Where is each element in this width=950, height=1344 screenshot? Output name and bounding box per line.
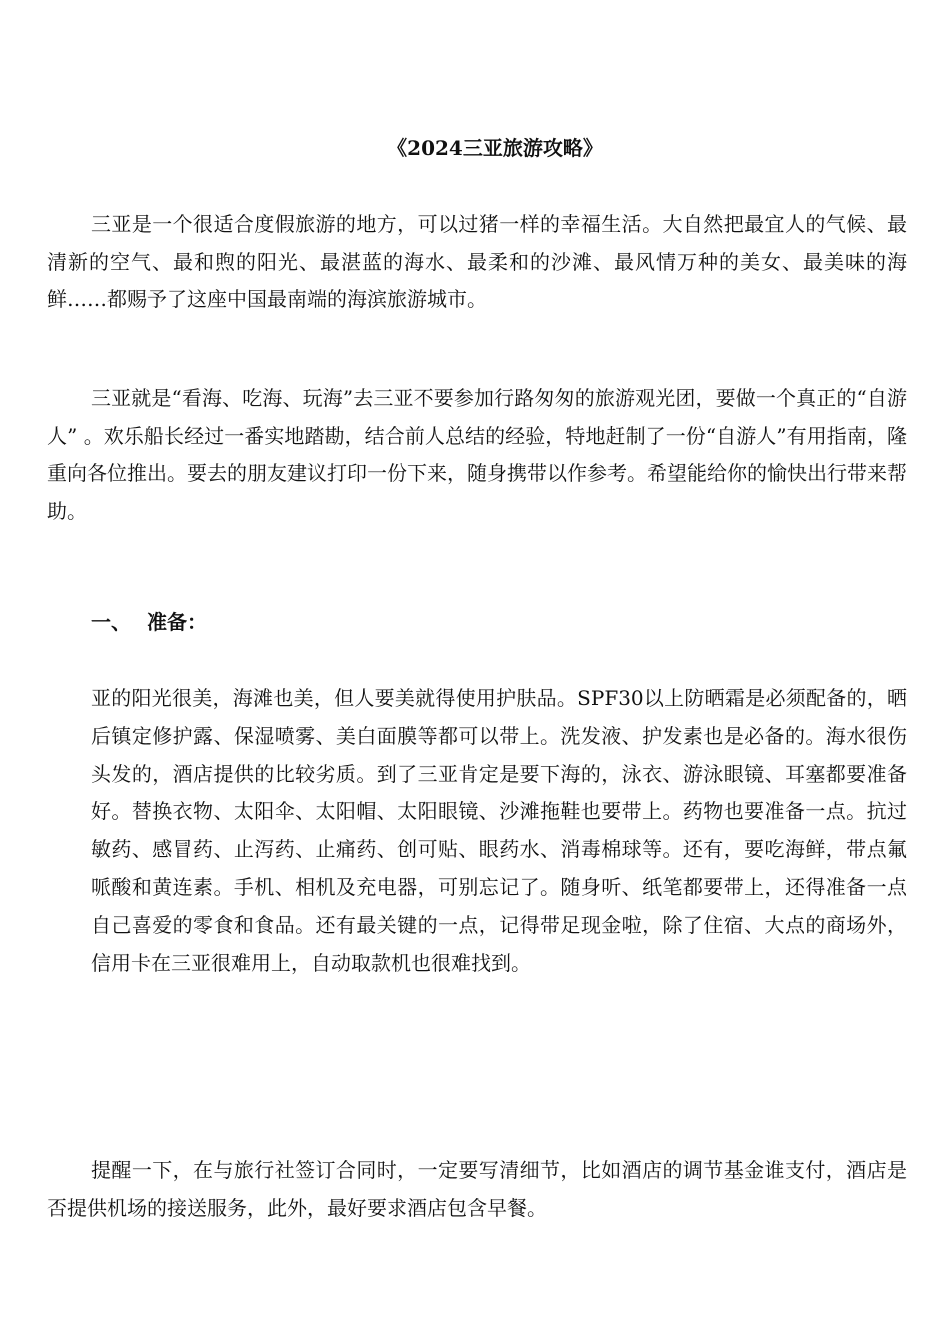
preparation-paragraph: 亚的阳光很美，海滩也美，但人要美就得使用护肤品。SPF30以上防晒霜是必须配备的，晒后镇定修护露、保湿喷雾、美白面膜等都可以带上。洗发液、护发素也是必备的。海水很伤头发的，酒店提供的比较劣质。到了三亚肯定是要下海的，泳衣、游泳眼镜、耳塞都要准备好。替换衣物、太阳伞、太阳帽、太阳眼镜、沙滩拖鞋也要带上。药物也要准备一点。抗过敏药、感冒药、止泻药、止痛药、创可贴、眼药水、消毒棉球等。还有，要吃海鲜，带点氟哌酸和黄连素。手机、相机及充电器，可别忘记了。随身听、纸笔都要带上，还得准备一点自己喜爱的零食和食品。还有最关键的一点，记得带足现金啦，除了住宿、大点的商场外，信用卡在三亚很难用上，自动取款机也很难找到。 [91, 686, 907, 975]
section-heading [91, 608, 207, 636]
section-number: 一、 [91, 610, 131, 634]
document-title: 《2024三亚旅游攻略》 [387, 136, 603, 160]
section-title: 准备： [147, 610, 207, 634]
intro-paragraph: 三亚是一个很适合度假旅游的地方，可以过猪一样的幸福生活。大自然把最宜人的气候、最清新的空气、最和煦的阳光、最湛蓝的海水、最柔和的沙滩、最风情万种的美女、最美味的海鲜……都赐予了这座中国最南端的海滨旅游城市。 [47, 212, 907, 311]
guide-paragraph: 三亚就是“看海、吃海、玩海”去三亚不要参加行路匆匆的旅游观光团，要做一个真正的“自游人” 。欢乐船长经过一番实地踏勘，结合前人总结的经验，特地赶制了一份“自游人”有用指南，隆重向各位推出。要去的朋友建议打印一份下来，随身携带以作参考。希望能给你的愉快出行带来帮助。 [47, 386, 907, 523]
reminder-paragraph: 提醒一下，在与旅行社签订合同时，一定要写清细节，比如酒店的调节基金谁支付，酒店是否提供机场的接送服务，此外，最好要求酒店包含早餐。 [47, 1158, 907, 1220]
